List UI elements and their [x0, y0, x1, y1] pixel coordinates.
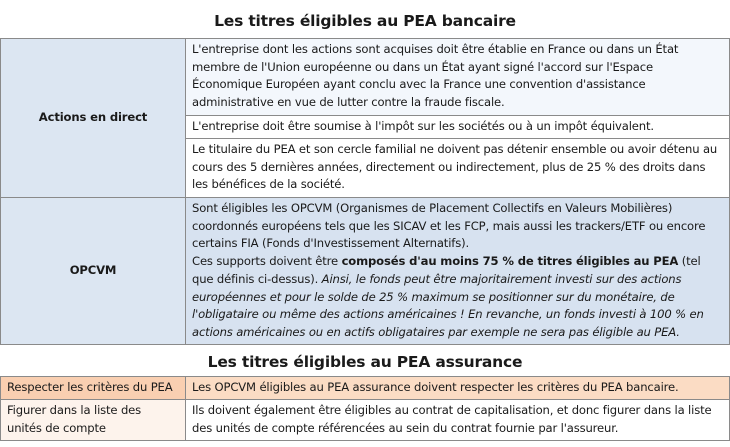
actions-en-direct-label: Actions en direct: [1, 39, 186, 198]
opcvm-support-bold: composés d'au moins 75 % de titres éligibles au PEA: [341, 254, 679, 269]
opcvm-intro: Sont éligibles les OPCVM (Organismes de Placement Collectifs en Valeurs Mobilières) coordonnés européens tels que les SICAV et les FCP, mais aussi les trackers/ETF ou encore certains FIA (Fonds d'Investissement Alternatifs).: [192, 201, 706, 251]
opcvm-example: Ainsi, le fonds peut être majoritairement investi sur des actions européennes et pour le solde de 25 % maximum se positionner sur du monétaire, de l'obligataire ou même des actions américaines ! En revanche, un fonds investi à 100 % en actions américaines ou en actifs obligataires par exemple ne sera pas éligible au PEA.: [192, 271, 704, 339]
table-row: [1, 39, 730, 116]
table-row: [1, 198, 730, 345]
assurance-row-text: Les OPCVM éligibles au PEA assurance doivent respecter les critères du PEA bancaire.: [186, 377, 730, 400]
opcvm-support-after: (tel que définis ci-dessus).: [192, 254, 701, 286]
pea-bancaire-table: [0, 38, 730, 345]
criterion-tax: L'entreprise doit être soumise à l'impôt sur les sociétés ou à un impôt équivalent.: [186, 116, 730, 139]
pea-bancaire-title: Les titres éligibles au PEA bancaire: [214, 12, 516, 30]
pea-assurance-table: [0, 376, 730, 441]
table-row: [1, 377, 730, 400]
assurance-row-label: Respecter les critères du PEA: [1, 377, 186, 400]
assurance-row-text: Ils doivent également être éligibles au contrat de capitalisation, et donc figurer dans la liste des unités de compte référencées au sein du contrat fournie par l'assureur.: [186, 400, 730, 441]
opcvm-label: OPCVM: [1, 198, 186, 345]
table-row: [1, 400, 730, 441]
opcvm-support-before: Ces supports doivent être: [192, 254, 342, 269]
assurance-row-label: Figurer dans la liste des unités de compte: [1, 400, 186, 441]
criterion-establishment: L'entreprise dont les actions sont acquises doit être établie en France ou dans un État membre de l'Union européenne ou dans un État ayant signé l'accord sur l'Espace Économique Européen ayant conclu avec la France une convention d'assistance administrative en vue de lutter contre la fraude fiscale.: [186, 39, 730, 116]
opcvm-description: [186, 198, 730, 345]
criterion-ownership: Le titulaire du PEA et son cercle familial ne doivent pas détenir ensemble ou avoir détenu au cours des 5 dernières années, directement ou indirectement, plus de 25 % des droits dans les bénéfices de la société.: [186, 139, 730, 198]
pea-assurance-title: Les titres éligibles au PEA assurance: [207, 353, 523, 371]
